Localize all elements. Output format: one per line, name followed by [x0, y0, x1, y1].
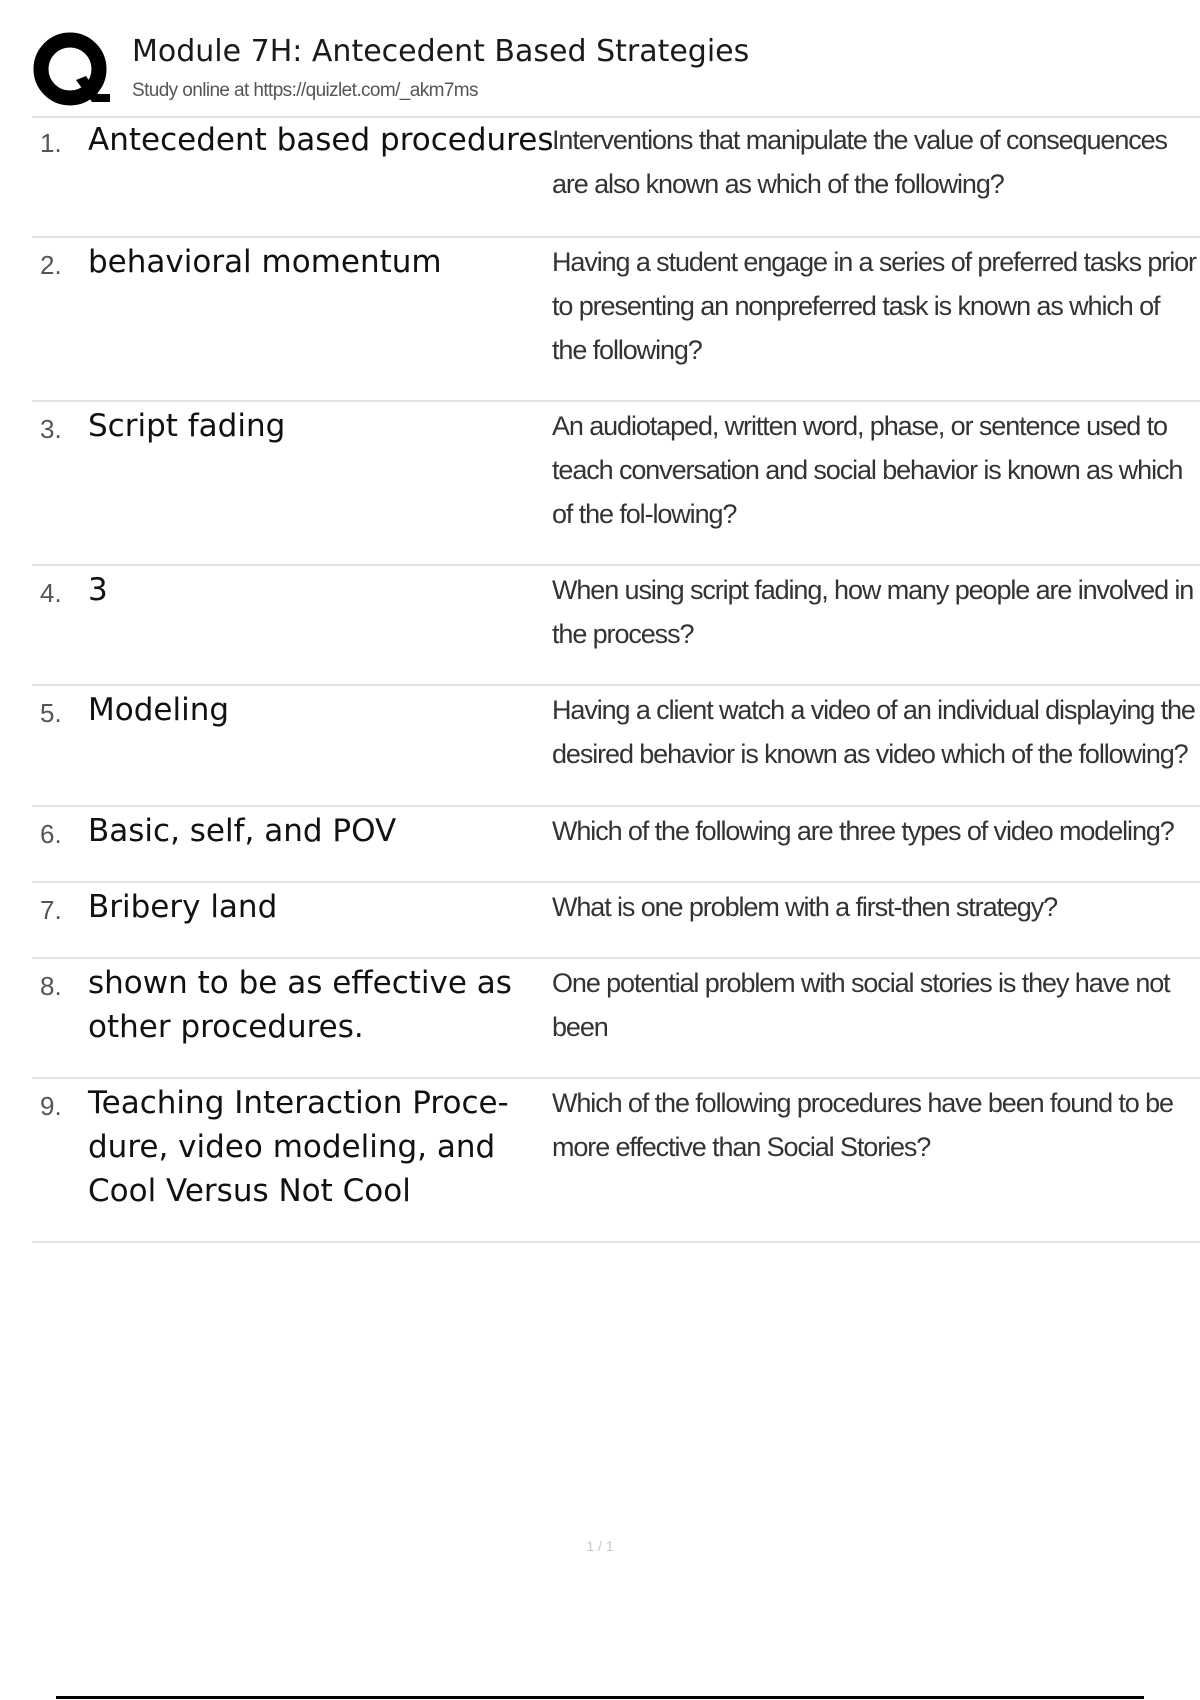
- card-term: Bribery land: [88, 889, 278, 925]
- bottom-border-line: [56, 1696, 1144, 1699]
- card-number: 5.: [40, 698, 62, 728]
- card-term: behavioral momentum: [88, 244, 442, 280]
- flashcard-list: [32, 118, 1200, 1243]
- card-number: 2.: [40, 250, 62, 280]
- card-definition: Which of the following procedures have been found to be more effective than Social Stories?: [552, 1088, 1173, 1162]
- card-number: 6.: [40, 819, 62, 849]
- card-term: 3: [88, 572, 108, 608]
- flashcard-row: [32, 959, 1200, 1079]
- card-term: shown to be as effective as other procedures.: [88, 965, 512, 1045]
- card-number: 3.: [40, 414, 62, 444]
- flashcard-row: [32, 883, 1200, 959]
- card-number: 9.: [40, 1091, 62, 1121]
- flashcard-row: [32, 686, 1200, 807]
- card-number: 1.: [40, 128, 62, 158]
- card-definition: Which of the following are three types of video modeling?: [552, 816, 1174, 846]
- flashcard-row: [32, 1079, 1200, 1243]
- card-definition: Having a client watch a video of an individual displaying the desired behavior is known as video which of the following?: [552, 695, 1195, 769]
- flashcard-row: [32, 566, 1200, 686]
- page-title: Module 7H: Antecedent Based Strategies: [132, 34, 750, 69]
- card-number: 7.: [40, 895, 62, 925]
- card-definition: Interventions that manipulate the value of consequences are also known as which of the following?: [552, 125, 1167, 199]
- card-definition: An audiotaped, written word, phase, or sentence used to teach conversation and social behavior is known as which of the fol-lowing?: [552, 411, 1183, 529]
- card-term: Antecedent based procedures: [88, 122, 554, 158]
- card-number: 4.: [40, 578, 62, 608]
- flashcard-row: [32, 118, 1200, 238]
- flashcard-row: [32, 402, 1200, 566]
- flashcard-row: [32, 807, 1200, 883]
- study-online-link-text: Study online at https://quizlet.com/_akm7ms: [132, 80, 478, 101]
- card-term: Teaching Interaction Proce-dure, video modeling, and Cool Versus Not Cool: [88, 1085, 509, 1209]
- page-number: 1 / 1: [586, 1538, 614, 1554]
- card-term: Script fading: [88, 408, 286, 444]
- flashcard-row: [32, 238, 1200, 402]
- card-definition: One potential problem with social stories is they have not been: [552, 968, 1170, 1042]
- card-term: Basic, self, and POV: [88, 813, 397, 849]
- page-header: [32, 30, 1200, 116]
- card-definition: When using script fading, how many people are involved in the process?: [552, 575, 1194, 649]
- card-definition: Having a student engage in a series of preferred tasks prior to presenting an nonpreferred task is known as which of the following?: [552, 247, 1196, 365]
- quizlet-q-logo-icon: [32, 30, 112, 110]
- card-term: Modeling: [88, 692, 230, 728]
- card-number: 8.: [40, 971, 62, 1001]
- card-definition: What is one problem with a first-then strategy?: [552, 892, 1058, 922]
